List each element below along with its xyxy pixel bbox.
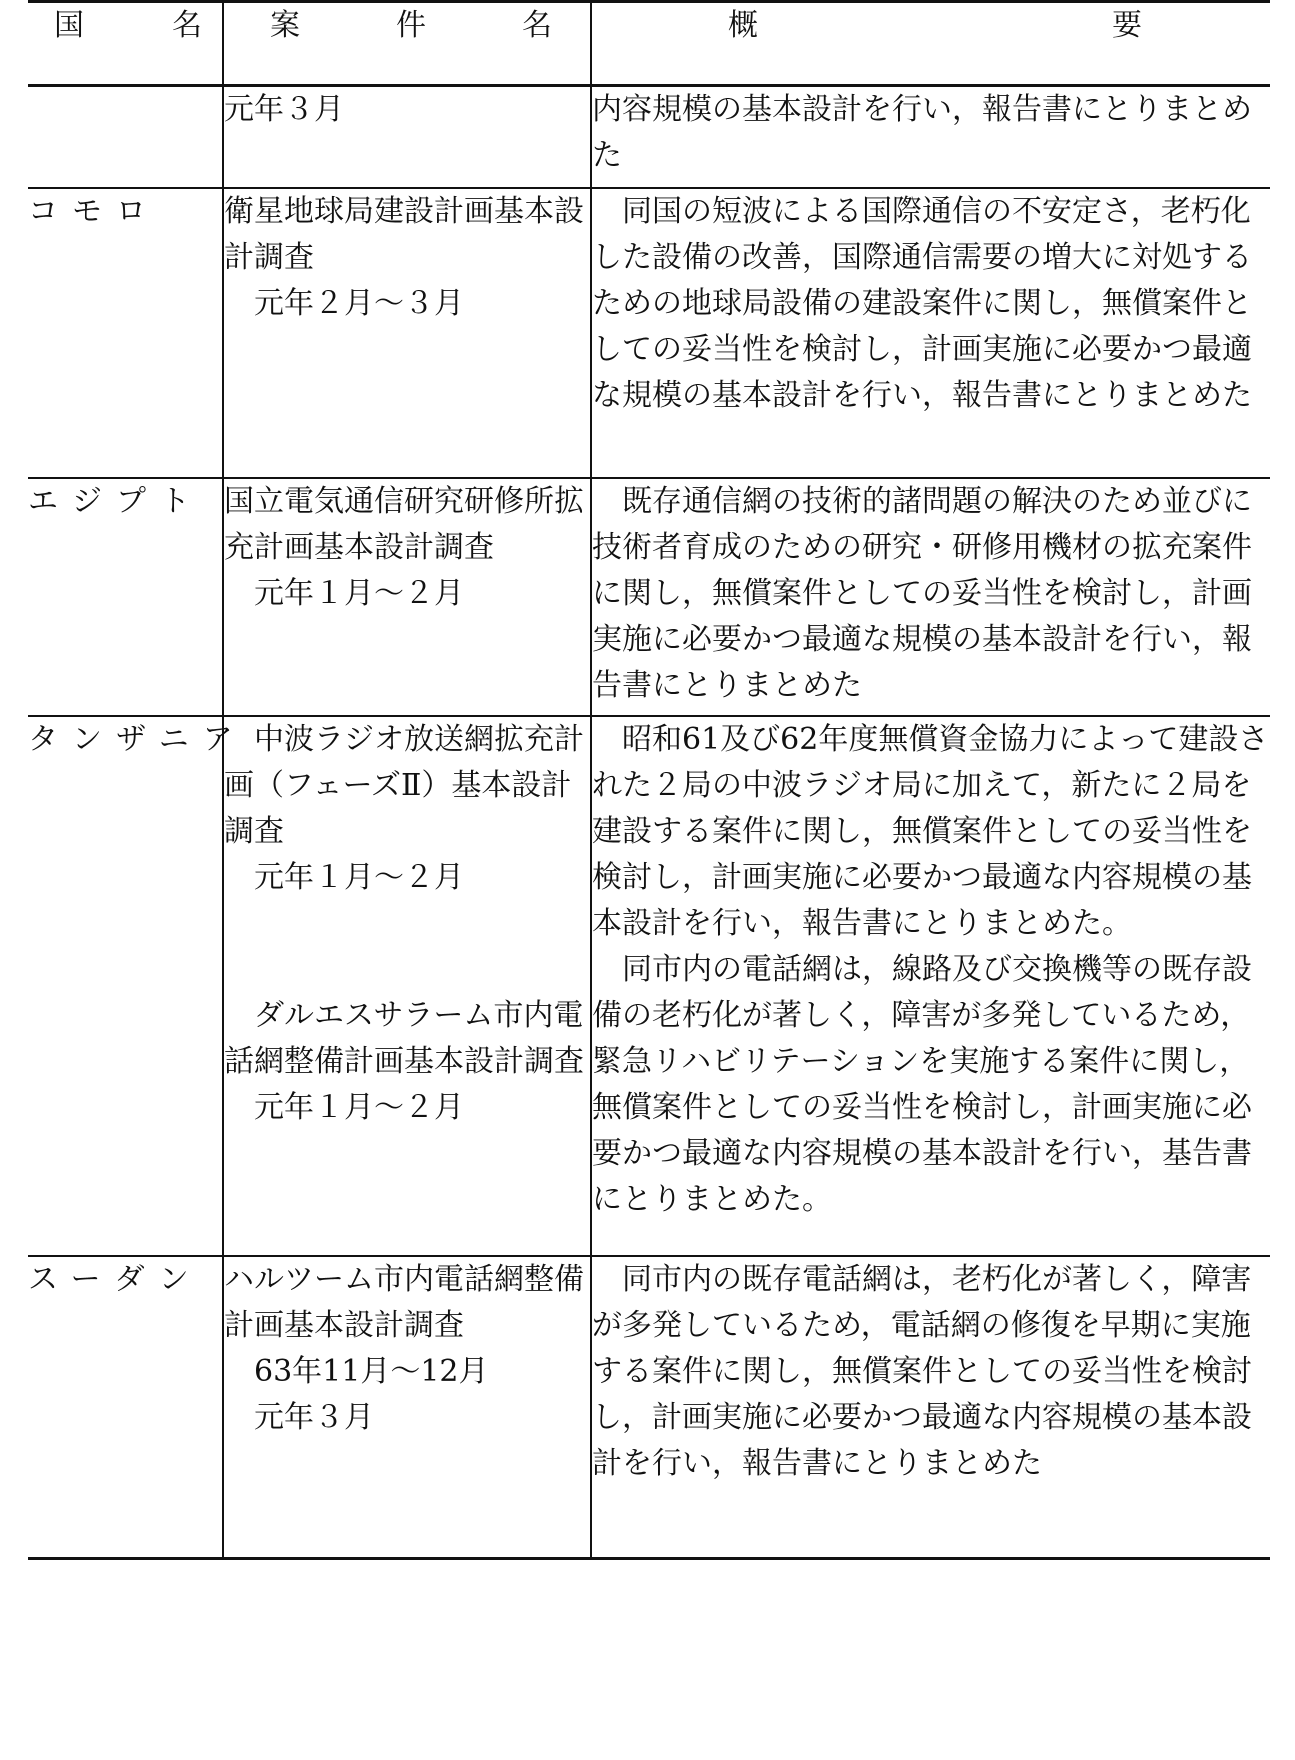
header-country-char: 国	[54, 8, 84, 43]
summary-entry	[592, 947, 1270, 1223]
country-cell: エジプト	[28, 484, 204, 519]
project-cell	[223, 86, 591, 189]
project-name: ダルエスサラーム市内電話網整備計画基本設計調査	[224, 998, 584, 1079]
table-row	[28, 188, 1270, 478]
header-project-char: 名	[522, 8, 552, 43]
summary-cell	[591, 86, 1270, 189]
table-body	[28, 86, 1270, 1559]
summary-text: 内容規模の基本設計を行い，報告書にとりまとめた	[592, 92, 1252, 173]
header-summary-char: 概	[728, 8, 758, 43]
project-cell	[223, 716, 591, 1256]
summary-text: 昭和61及び62年度無償資金協力によって建設された２局の中波ラジオ局に加えて，新たに２局を建設する案件に関し，無償案件としての妥当性を検討し，計画実施に必要かつ最適な内容規模の基本設計を行い，報告書にとりまとめた。	[592, 722, 1269, 941]
project-date: 元年２月～３月	[254, 286, 464, 321]
summary-entry	[592, 717, 1270, 947]
project-entry	[224, 993, 590, 1131]
project-name: ハルツーム市内電話網整備計画基本設計調査	[224, 1262, 584, 1343]
project-date: 元年３月	[254, 1400, 374, 1435]
summary-cell	[591, 478, 1270, 716]
project-cell	[223, 478, 591, 716]
table-header	[28, 2, 1270, 86]
table-row	[28, 478, 1270, 716]
country-cell: タンザニア	[28, 722, 247, 757]
header-project-char: 件	[396, 8, 426, 43]
summary-text: 同市内の既存電話網は，老朽化が著しく，障害が多発しているため，電話網の修復を早期に実施する案件に関し，無償案件としての妥当性を検討し，計画実施に必要かつ最適な内容規模の基本設計を行い，報告書にとりまとめた	[592, 1262, 1252, 1481]
header-country-char: 名	[172, 8, 202, 43]
summary-text: 既存通信網の技術的諸問題の解決のため並びに技術者育成のための研究・研修用機材の拡充案件に関し，無償案件としての妥当性を検討し，計画実施に必要かつ最適な規模の基本設計を行い，報告書にとりまとめた	[592, 484, 1252, 703]
entry-spacer	[224, 901, 590, 993]
summary-cell	[591, 716, 1270, 1256]
project-name: 中波ラジオ放送網拡充計画（フェーズⅡ）基本設計調査	[224, 722, 584, 849]
project-date: 元年１月～２月	[254, 576, 464, 611]
table-row	[28, 716, 1270, 1256]
summary-cell	[591, 188, 1270, 478]
project-cell	[223, 1256, 591, 1559]
summary-text: 同市内の電話網は，線路及び交換機等の既存設備の老朽化が著しく，障害が多発しているため，緊急リハビリテーションを実施する案件に関し，無償案件としての妥当性を検討し，計画実施に必要かつ最適な内容規模の基本設計を行い，基告書にとりまとめた。	[592, 952, 1252, 1217]
project-date: 元年３月	[224, 92, 344, 127]
table-row	[28, 86, 1270, 189]
project-date: 元年１月～２月	[254, 1090, 464, 1125]
project-entry	[224, 717, 590, 901]
project-cell	[223, 188, 591, 478]
project-date: 元年１月～２月	[254, 860, 464, 895]
header-project-char: 案	[270, 8, 300, 43]
header-project	[223, 2, 591, 86]
header-summary	[591, 2, 1270, 86]
country-cell	[28, 86, 223, 189]
summary-cell	[591, 1256, 1270, 1559]
project-date: 63年11月～12月	[254, 1354, 489, 1389]
country-cell: スーダン	[28, 1262, 203, 1297]
table-row	[28, 1256, 1270, 1559]
header-country	[28, 2, 223, 86]
project-name: 国立電気通信研究研修所拡充計画基本設計調査	[224, 484, 584, 565]
project-table	[28, 0, 1270, 1560]
project-name: 衛星地球局建設計画基本設計調査	[224, 194, 584, 275]
country-cell: コモロ	[28, 194, 160, 229]
header-summary-char: 要	[1112, 8, 1142, 43]
summary-text: 同国の短波による国際通信の不安定さ，老朽化した設備の改善，国際通信需要の増大に対処するための地球局設備の建設案件に関し，無償案件としての妥当性を検討し，計画実施に必要かつ最適な規模の基本設計を行い，報告書にとりまとめた	[592, 194, 1252, 413]
